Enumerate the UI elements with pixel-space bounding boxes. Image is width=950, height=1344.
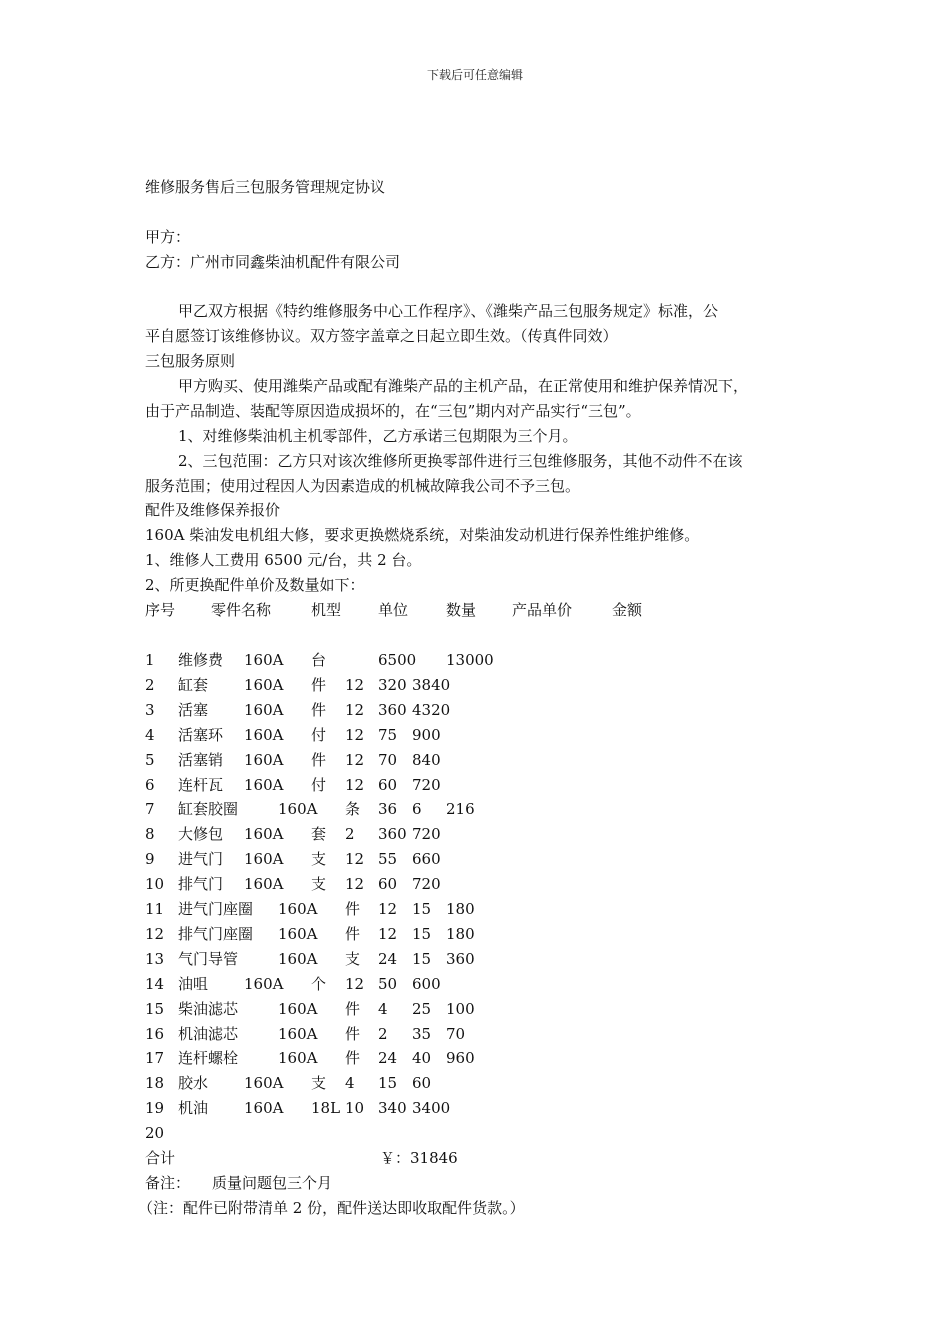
row-part-name: 连杆螺栓	[178, 1049, 239, 1068]
warranty-item-2-line-2: 服务范围；使用过程因人为因素造成的机械故障我公司不予三包。	[145, 477, 581, 495]
row-quantity: 12	[345, 974, 365, 993]
row-quantity: 2	[345, 825, 355, 844]
row-model: 160A	[244, 1099, 284, 1118]
row-model: 160A	[244, 825, 284, 844]
row-index: 8	[145, 825, 155, 844]
row-unit: 支	[311, 875, 327, 894]
row-unit-price: 15	[412, 900, 432, 918]
row-unit: 件	[311, 700, 327, 719]
row-unit: 付	[311, 725, 327, 744]
row-unit: 台	[311, 651, 327, 669]
row-unit-price: 360	[378, 700, 407, 719]
row-quantity: 12	[345, 675, 365, 694]
delivery-note: （注：配件已附带清单 2 份，配件送达即收取配件货款。）	[138, 1199, 525, 1217]
row-part-name: 柴油滤芯	[178, 999, 239, 1018]
row-part-name: 机油	[178, 1099, 209, 1118]
total-label: 合计	[145, 1149, 176, 1167]
row-index: 14	[145, 974, 165, 993]
row-unit-price: 75	[378, 725, 398, 744]
row-unit-price: 70	[378, 750, 398, 769]
row-quantity: 12	[345, 700, 365, 719]
row-index: 9	[145, 850, 155, 869]
row-index: 12	[145, 924, 165, 943]
remark-text: 质量问题包三个月	[212, 1174, 333, 1192]
row-unit-price: 6500	[378, 651, 417, 669]
row-amount: 70	[446, 1024, 466, 1043]
labor-cost-line: 1、维修人工费用 6500 元/台，共 2 台。	[145, 551, 422, 569]
row-model: 160A	[278, 800, 318, 819]
party-a: 甲方：	[145, 228, 191, 246]
row-quantity: 12	[378, 924, 398, 943]
row-part-name: 进气门	[178, 850, 224, 869]
row-unit: 支	[311, 850, 327, 869]
row-model: 160A	[278, 999, 318, 1018]
party-b: 乙方：广州市同鑫柴油机配件有限公司	[145, 253, 401, 271]
row-amount: 216	[446, 800, 475, 819]
row-unit-price: 35	[412, 1024, 432, 1043]
header-unit: 单位	[378, 601, 409, 619]
parts-description: 160A 柴油发电机组大修，要求更换燃烧系统，对柴油发动机进行保养性维护维修。	[145, 526, 700, 544]
row-unit-price: 60	[378, 775, 398, 794]
row-quantity: 12	[345, 850, 365, 869]
row-amount: 180	[446, 900, 475, 918]
row-index: 15	[145, 999, 165, 1018]
row-model: 160A	[278, 1024, 318, 1043]
row-unit: 件	[345, 999, 361, 1018]
row-unit: 付	[311, 775, 327, 794]
row-amount: 13000	[446, 651, 494, 669]
row-index: 18	[145, 1074, 165, 1093]
row-index: 3	[145, 700, 155, 719]
header-model: 机型	[311, 601, 342, 619]
row-unit: 件	[345, 900, 361, 918]
header-part-name: 零件名称	[211, 601, 272, 619]
row-model: 160A	[244, 651, 284, 669]
row-amount: 3840	[412, 675, 451, 694]
row-quantity: 12	[345, 725, 365, 744]
row-unit: 件	[345, 1049, 361, 1068]
row-part-name: 排气门座圈	[178, 924, 254, 943]
row-unit: 个	[311, 974, 327, 993]
row-index: 20	[145, 1124, 165, 1143]
row-index: 4	[145, 725, 155, 744]
row-model: 160A	[278, 1049, 318, 1068]
warranty-para-line-2: 由于产品制造、装配等原因造成损坏的，在“三包”期内对产品实行“三包”。	[145, 402, 641, 420]
row-model: 160A	[244, 1074, 284, 1093]
row-quantity: 12	[378, 900, 398, 918]
row-unit-price: 60	[378, 875, 398, 894]
row-model: 160A	[278, 924, 318, 943]
row-amount: 660	[412, 850, 441, 869]
row-amount: 60	[412, 1074, 432, 1093]
row-quantity: 36	[378, 800, 398, 819]
row-part-name: 缸套	[178, 675, 209, 694]
row-part-name: 胶水	[178, 1074, 209, 1093]
row-model: 160A	[244, 675, 284, 694]
row-part-name: 连杆瓦	[178, 775, 224, 794]
row-part-name: 大修包	[178, 825, 224, 844]
row-amount: 360	[446, 949, 475, 968]
row-index: 19	[145, 1099, 165, 1118]
row-amount: 720	[412, 775, 441, 794]
section-parts-title: 配件及维修保养报价	[145, 501, 281, 519]
row-amount: 720	[412, 875, 441, 894]
row-index: 16	[145, 1024, 165, 1043]
row-model: 160A	[244, 750, 284, 769]
row-quantity: 12	[345, 750, 365, 769]
row-amount: 180	[446, 924, 475, 943]
row-unit: 件	[311, 750, 327, 769]
row-index: 13	[145, 949, 165, 968]
row-index: 6	[145, 775, 155, 794]
row-unit-price: 360	[378, 825, 407, 844]
row-part-name: 活塞环	[178, 725, 224, 744]
row-amount: 600	[412, 974, 441, 993]
row-model: 160A	[244, 775, 284, 794]
row-unit-price: 40	[412, 1049, 432, 1068]
row-amount: 100	[446, 999, 475, 1018]
row-unit: 18L	[311, 1099, 341, 1118]
row-quantity: 12	[345, 775, 365, 794]
header-unit-price: 产品单价	[512, 601, 573, 619]
row-amount: 4320	[412, 700, 451, 719]
row-part-name: 活塞	[178, 700, 209, 719]
row-unit: 件	[311, 675, 327, 694]
row-model: 160A	[278, 900, 318, 918]
row-index: 2	[145, 675, 155, 694]
row-model: 160A	[244, 850, 284, 869]
row-model: 160A	[244, 974, 284, 993]
row-unit-price: 15	[412, 949, 432, 968]
row-model: 160A	[244, 700, 284, 719]
row-index: 7	[145, 800, 155, 819]
row-unit: 条	[345, 800, 361, 819]
row-part-name: 维修费	[178, 651, 224, 669]
row-part-name: 活塞销	[178, 750, 224, 769]
row-amount: 960	[446, 1049, 475, 1068]
row-quantity: 12	[345, 875, 365, 894]
row-index: 17	[145, 1049, 165, 1068]
section-warranty-title: 三包服务原则	[145, 352, 236, 370]
row-index: 10	[145, 875, 165, 894]
header-quantity: 数量	[446, 601, 477, 619]
row-model: 160A	[278, 949, 318, 968]
row-unit: 支	[311, 1074, 327, 1093]
document-title: 维修服务售后三包服务管理规定协议	[145, 178, 386, 196]
row-quantity: 4	[345, 1074, 355, 1093]
row-unit: 套	[311, 825, 327, 844]
row-amount: 3400	[412, 1099, 451, 1118]
row-unit-price: 340	[378, 1099, 407, 1118]
row-quantity: 24	[378, 1049, 398, 1068]
row-unit: 件	[345, 1024, 361, 1043]
row-part-name: 排气门	[178, 875, 224, 894]
row-unit: 支	[345, 949, 361, 968]
row-quantity: 4	[378, 999, 388, 1018]
row-part-name: 缸套胶圈	[178, 800, 239, 819]
row-unit-price: 320	[378, 675, 407, 694]
row-part-name: 机油滤芯	[178, 1024, 239, 1043]
header-note: 下载后可任意编辑	[426, 68, 523, 82]
row-unit-price: 15	[412, 924, 432, 943]
row-index: 1	[145, 651, 155, 669]
row-model: 160A	[244, 875, 284, 894]
row-amount: 840	[412, 750, 441, 769]
row-model: 160A	[244, 725, 284, 744]
total-value: ￥：31846	[380, 1149, 458, 1167]
row-unit-price: 6	[412, 800, 422, 819]
row-index: 11	[145, 900, 165, 918]
header-amount: 金额	[612, 601, 643, 619]
row-index: 5	[145, 750, 155, 769]
row-quantity: 24	[378, 949, 398, 968]
row-quantity: 2	[378, 1024, 388, 1043]
row-unit-price: 55	[378, 850, 398, 869]
warranty-para-line-1: 甲方购买、使用潍柴产品或配有潍柴产品的主机产品，在正常使用和维护保养情况下，	[178, 377, 749, 395]
row-unit-price: 15	[378, 1074, 398, 1093]
intro-line-2: 平自愿签订该维修协议。双方签字盖章之日起立即生效。（传真件同效）	[145, 327, 618, 345]
row-unit-price: 25	[412, 999, 432, 1018]
row-amount: 720	[412, 825, 441, 844]
row-part-name: 油咀	[178, 974, 209, 993]
row-quantity: 10	[345, 1099, 365, 1118]
row-part-name: 进气门座圈	[178, 900, 254, 918]
row-part-name: 气门导管	[178, 949, 239, 968]
warranty-item-1: 1、对维修柴油机主机零部件，乙方承诺三包期限为三个月。	[178, 427, 578, 445]
header-index: 序号	[145, 601, 176, 619]
row-unit-price: 50	[378, 974, 398, 993]
remark-label: 备注：	[145, 1174, 191, 1192]
row-amount: 900	[412, 725, 441, 744]
warranty-item-2-line-1: 2、三包范围：乙方只对该次维修所更换零部件进行三包维修服务，其他不动件不在该	[178, 452, 743, 470]
row-unit: 件	[345, 924, 361, 943]
intro-line-1: 甲乙双方根据《特约维修服务中心工作程序》、《潍柴产品三包服务规定》标准，公	[178, 302, 719, 320]
parts-list-intro: 2、所更换配件单价及数量如下：	[145, 576, 365, 594]
